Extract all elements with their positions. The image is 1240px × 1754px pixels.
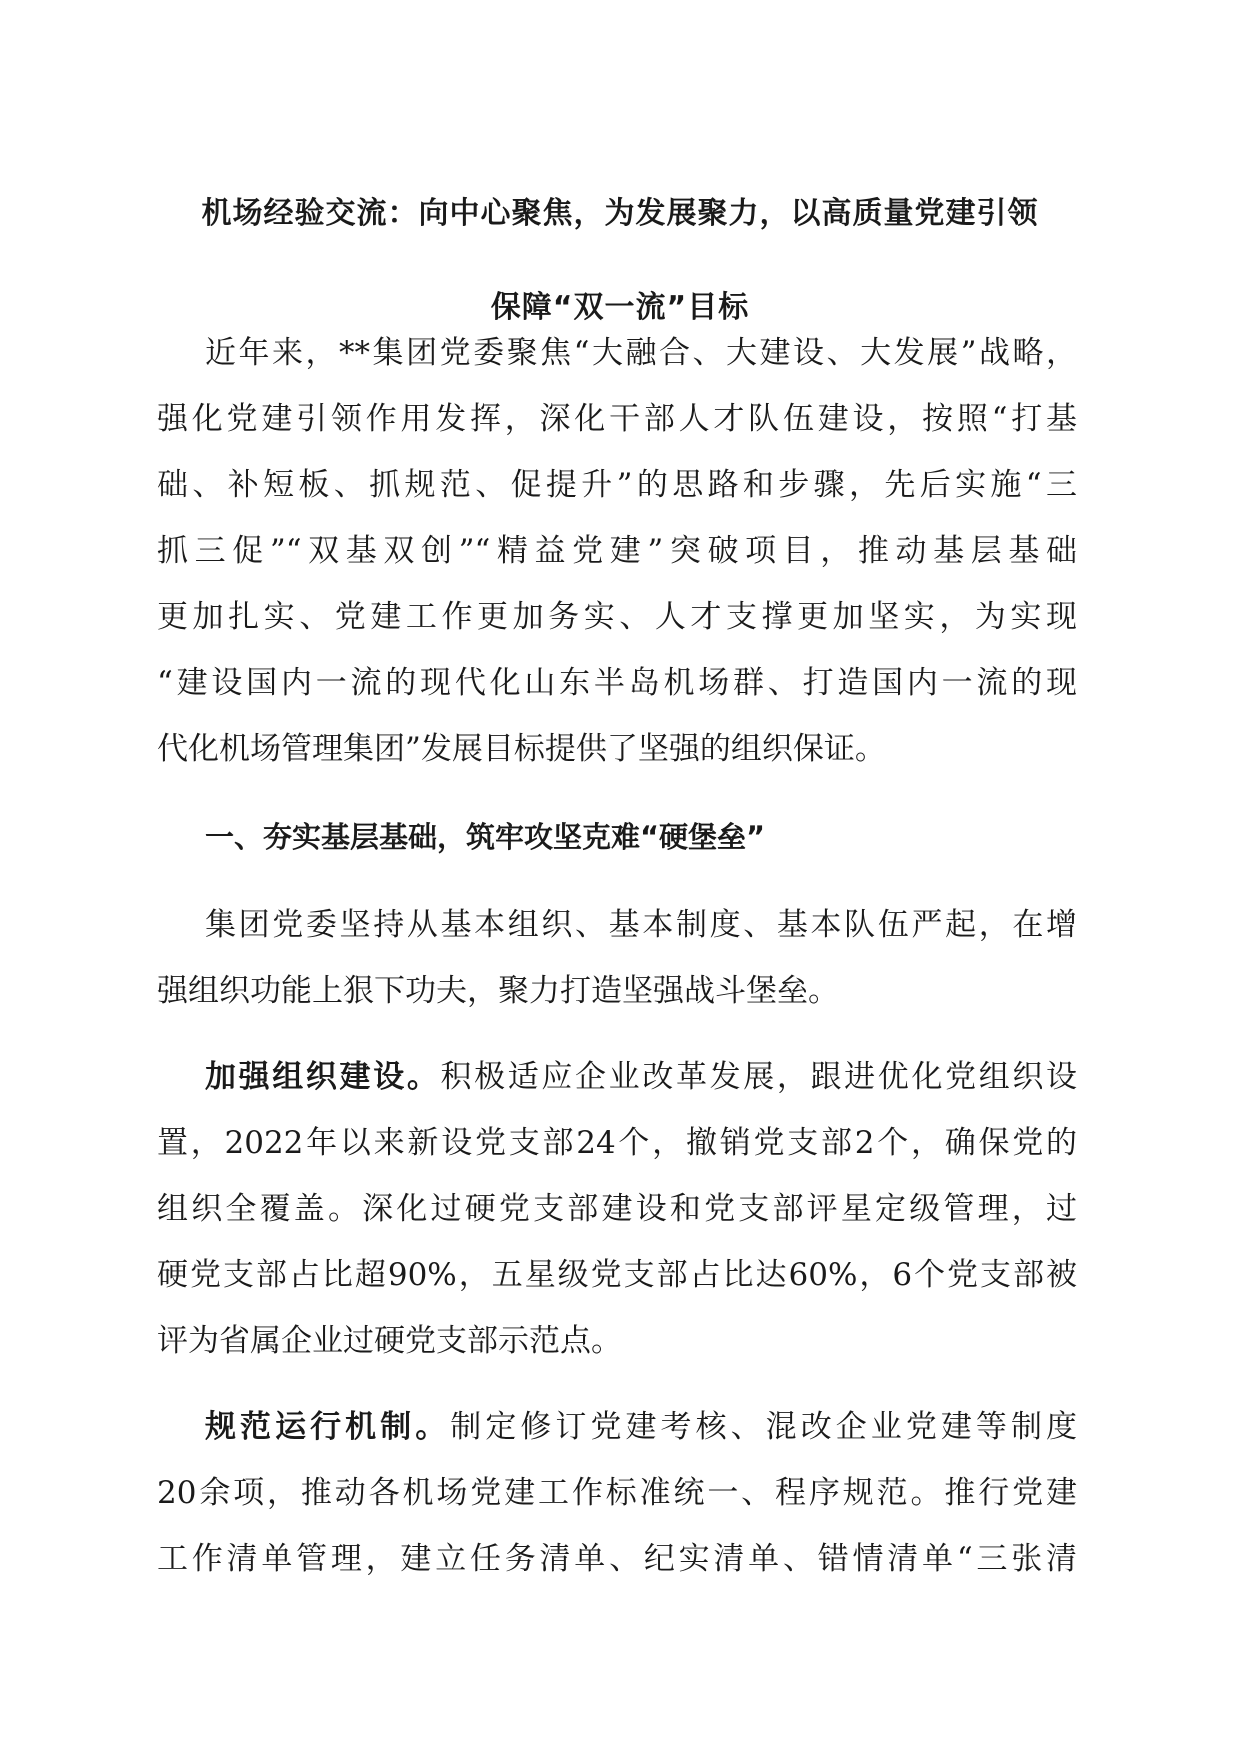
intro-line-3: 础、补短板、抓规范、促提升”的思路和步骤，先后实施“三 <box>157 467 1077 503</box>
intro-line-5: 更加扎实、党建工作更加务实、人才支撑更加坚实，为实现 <box>157 599 1077 635</box>
para-mech-line-3: 工作清单管理，建立任务清单、纪实清单、错情清单“三张清 <box>157 1541 1077 1577</box>
para-org-line-5: 评为省属企业过硬党支部示范点。 <box>157 1323 622 1359</box>
para-mech-line-1 <box>205 1408 1077 1446</box>
section-1-intro-line-1: 集团党委坚持从基本组织、基本制度、基本队伍严起，在增 <box>205 907 1077 943</box>
para-org-line-2: 置，2022年以来新设党支部24个，撤销党支部2个，确保党的 <box>157 1125 1077 1161</box>
para-org-first-line-rest: 积极适应企业改革发展，跟进优化党组织设 <box>440 1059 1078 1095</box>
section-1-heading: 一、夯实基层基础，筑牢攻坚克难“硬堡垒” <box>205 820 766 854</box>
para-org-lead: 加强组织建设。 <box>205 1059 441 1095</box>
para-org-line-1 <box>205 1058 1077 1096</box>
title-line-2: 保障“双一流”目标 <box>490 290 750 325</box>
section-1-intro-line-2: 强组织功能上狠下功夫，聚力打造坚强战斗堡垒。 <box>157 973 839 1009</box>
intro-line-6: “建设国内一流的现代化山东半岛机场群、打造国内一流的现 <box>157 665 1077 701</box>
intro-line-1: 近年来，**集团党委聚焦“大融合、大建设、大发展”战略， <box>205 335 1077 371</box>
para-mech-line-2: 20余项，推动各机场党建工作标准统一、程序规范。推行党建 <box>157 1475 1077 1511</box>
intro-line-4: 抓三促”“双基双创”“精益党建”突破项目，推动基层基础 <box>157 533 1077 569</box>
title-line-1: 机场经验交流：向中心聚焦，为发展聚力，以高质量党建引领 <box>201 196 1039 231</box>
para-mech-first-line-rest: 制定修订党建考核、混改企业党建等制度 <box>450 1409 1078 1445</box>
para-mech-lead: 规范运行机制。 <box>205 1409 451 1445</box>
para-org-line-3: 组织全覆盖。深化过硬党支部建设和党支部评星定级管理，过 <box>157 1191 1077 1227</box>
intro-line-7: 代化机场管理集团”发展目标提供了坚强的组织保证。 <box>157 731 886 767</box>
para-org-line-4: 硬党支部占比超90%，五星级党支部占比达60%，6个党支部被 <box>157 1257 1077 1293</box>
intro-line-2: 强化党建引领作用发挥，深化干部人才队伍建设，按照“打基 <box>157 401 1077 437</box>
